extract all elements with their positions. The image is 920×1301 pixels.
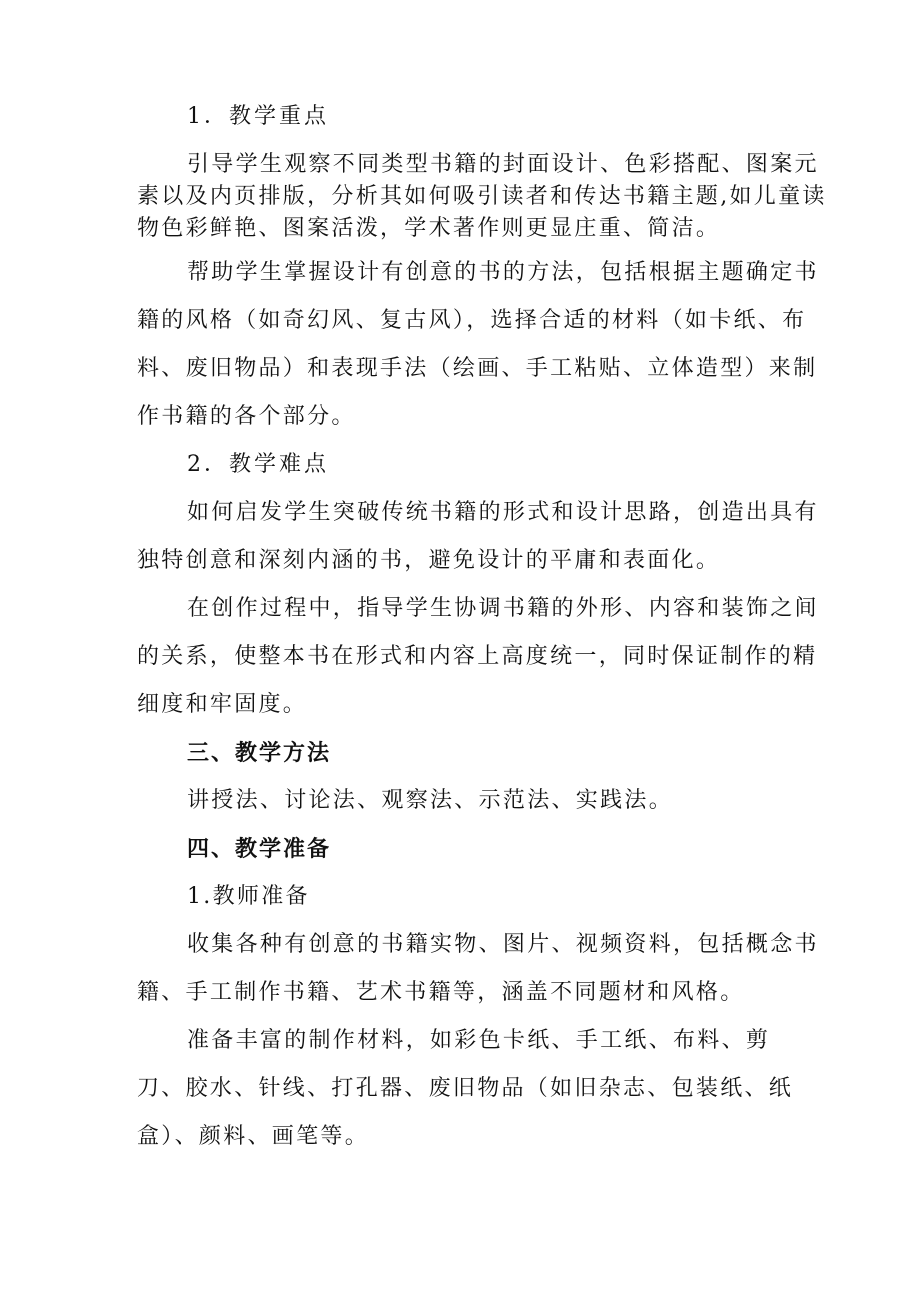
paragraph-line: 讲授法、讨论法、观察法、示范法、实践法。 (187, 788, 674, 813)
paragraph-line: 收集各种有创意的书籍实物、图片、视频资料，包括概念书 (187, 932, 819, 957)
paragraph-line: 素以及内页排版，分析其如何吸引读者和传达书籍主题,如儿童读 (137, 184, 827, 209)
paragraph-line: 的关系，使整本书在形式和内容上高度统一，同时保证制作的精 (137, 644, 818, 669)
subheading-teacher-preparation: 1.教师准备 (187, 884, 310, 909)
subheading-teaching-difficulty: 2．教学难点 (187, 452, 329, 477)
paragraph-line: 料、废旧物品）和表现手法（绘画、手工粘贴、立体造型）来制 (137, 356, 818, 381)
paragraph-line: 在创作过程中，指导学生协调书籍的外形、内容和装饰之间 (187, 596, 819, 621)
paragraph-line: 作书籍的各个部分。 (137, 404, 356, 429)
paragraph-line: 籍的风格（如奇幻风、复古风），选择合适的材料（如卡纸、布 (137, 308, 807, 333)
paragraph-line: 细度和牢固度。 (137, 692, 308, 717)
heading-teaching-methods: 三、教学方法 (187, 740, 332, 766)
paragraph-line: 帮助学生掌握设计有创意的书的方法，包括根据主题确定书 (187, 260, 819, 285)
paragraph-line: 准备丰富的制作材料，如彩色卡纸、手工纸、布料、剪 (187, 1028, 771, 1053)
paragraph-line: 独特创意和深刻内涵的书，避免设计的平庸和表面化。 (137, 548, 721, 573)
paragraph-line: 籍、手工制作书籍、艺术书籍等，涵盖不同题材和风格。 (137, 980, 745, 1005)
paragraph-line: 刀、胶水、针线、打孔器、废旧物品（如旧杂志、包装纸、纸 (137, 1076, 794, 1101)
paragraph-line: 引导学生观察不同类型书籍的封面设计、色彩搭配、图案元 (187, 152, 819, 177)
paragraph-line: 盒）、颜料、画笔等。 (137, 1124, 370, 1149)
paragraph-line: 如何启发学生突破传统书籍的形式和设计思路，创造出具有 (187, 500, 819, 525)
subheading-teaching-focus: 1．教学重点 (187, 104, 329, 129)
heading-teaching-preparation: 四、教学准备 (187, 836, 332, 862)
paragraph-line: 物色彩鲜艳、图案活泼，学术著作则更显庄重、简洁。 (137, 216, 721, 241)
